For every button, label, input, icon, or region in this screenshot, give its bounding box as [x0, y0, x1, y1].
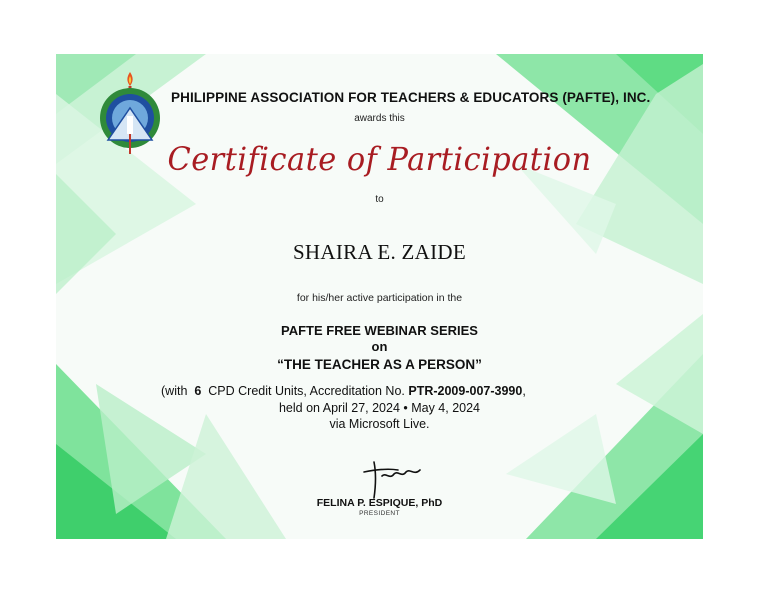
signature — [352, 458, 432, 500]
credit-line — [161, 384, 526, 398]
recipient-name: SHAIRA E. ZAIDE — [292, 240, 467, 264]
to-text: to — [375, 194, 384, 205]
signatory-name: FELINA P. ESPIQUE, PhD — [316, 497, 443, 509]
dates-text: held on April 27, 2024 • May 4, 2024 — [278, 401, 481, 415]
credit-prefix: (with — [161, 384, 188, 398]
credit-suffix: , — [522, 384, 526, 398]
organization-name: PHILIPPINE ASSOCIATION FOR TEACHERS & EDUCATORS (PAFTE), INC. — [171, 90, 651, 105]
certificate-title: Certificate of Participation — [167, 140, 592, 178]
on-text: on — [371, 339, 388, 354]
venue-text: via Microsoft Live. — [329, 417, 430, 431]
credit-units: 6 — [194, 384, 202, 398]
awards-text: awards this — [354, 113, 405, 124]
credit-middle: CPD Credit Units, Accreditation No. — [208, 384, 405, 398]
signatory-position: PRESIDENT — [359, 510, 400, 517]
webinar-topic: “THE TEACHER AS A PERSON” — [277, 357, 482, 372]
certificate — [56, 54, 703, 539]
participation-text: for his/her active participation in the — [296, 292, 463, 304]
accreditation-number: PTR-2009-007-3990 — [408, 384, 523, 398]
event-series: PAFTE FREE WEBINAR SERIES — [281, 323, 478, 338]
